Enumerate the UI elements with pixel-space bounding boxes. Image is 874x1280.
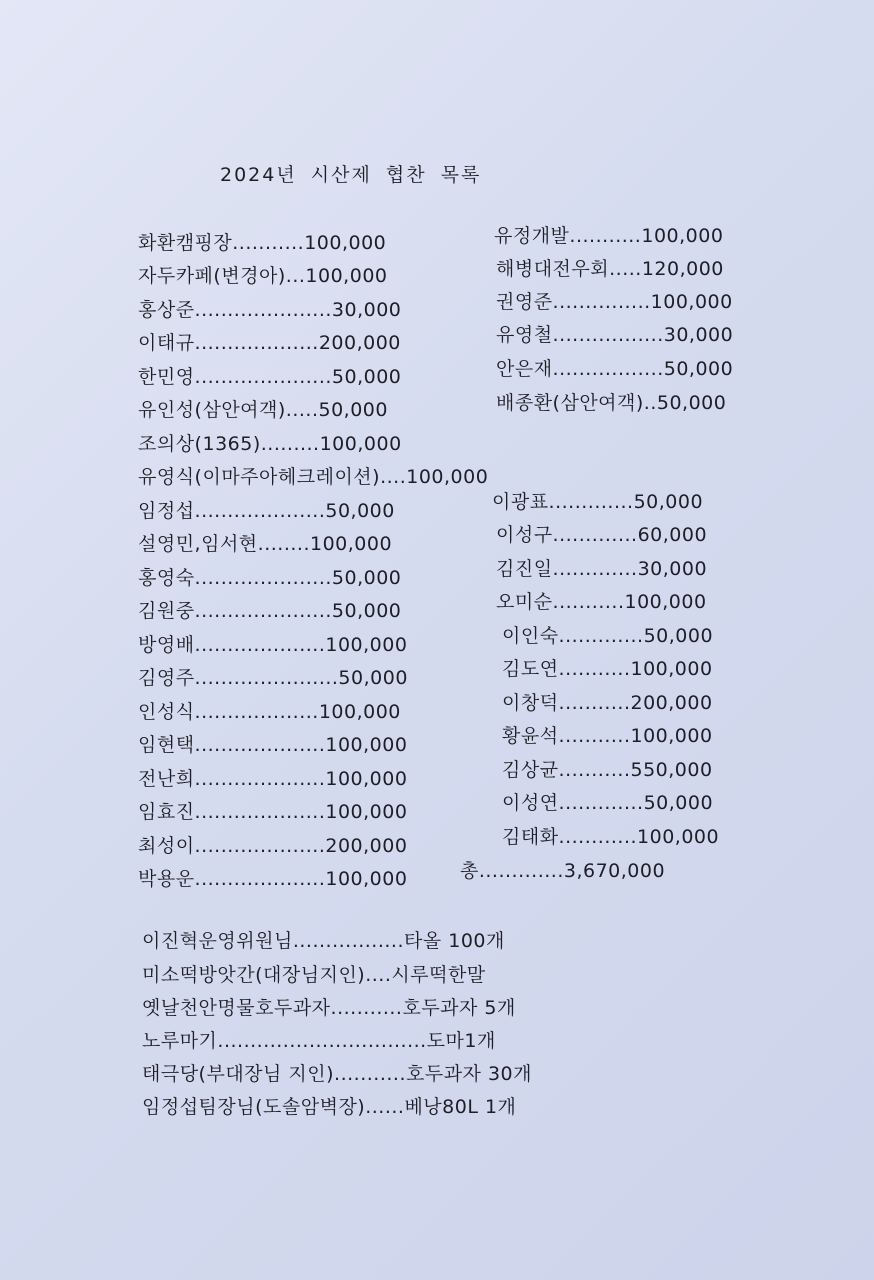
list-item: 이광표.............50,000 [492,491,704,513]
list-item: 김태화............100,000 [502,826,720,848]
list-item: 한민영.....................50,000 [138,366,402,388]
list-item: 설영민,임서현........100,000 [138,533,393,555]
list-item: 유인성(삼안여객).....50,000 [138,399,388,421]
list-item: 홍상준.....................30,000 [138,299,402,321]
list-item: 이인숙.............50,000 [502,625,714,647]
list-item: 자두카페(변경아)...100,000 [138,265,388,287]
list-item: 유영철.................30,000 [496,324,734,346]
list-item: 배종환(삼안여객)..50,000 [496,392,727,414]
list-item: 해병대전우회.....120,000 [496,258,724,280]
list-item: 이창덕...........200,000 [502,692,713,714]
list-item: 유영식(이마주아헤크레이션)....100,000 [138,466,489,488]
gift-item: 노루마기................................도마1개 [142,1030,496,1052]
list-item: 김상균...........550,000 [502,759,713,781]
list-item: 김진일.............30,000 [496,558,708,580]
list-item: 이성구.............60,000 [496,524,708,546]
list-item: 이태규...................200,000 [138,332,401,354]
gift-item: 태극당(부대장님 지인)...........호두과자 30개 [142,1063,532,1085]
gift-item: 임정섭팀장님(도솔암벽장)......베낭80L 1개 [142,1096,517,1118]
list-item: 조의상(1365).........100,000 [138,433,402,455]
list-item: 전난희....................100,000 [138,768,408,790]
list-item: 박용운....................100,000 [138,868,408,890]
list-item: 김영주......................50,000 [138,667,408,689]
gift-item: 미소떡방앗간(대장님지인)....시루떡한말 [142,964,486,986]
list-item: 오미순...........100,000 [496,591,707,613]
list-item: 김도연...........100,000 [502,658,713,680]
list-item: 황윤석...........100,000 [502,725,713,747]
list-item: 방영배....................100,000 [138,634,408,656]
list-item: 인성식...................100,000 [138,701,401,723]
gift-item: 옛날천안명물호두과자...........호두과자 5개 [142,997,516,1019]
list-item: 화환캠핑장...........100,000 [138,232,387,254]
list-item: 최성이....................200,000 [138,835,408,857]
total-amount: 총.............3,670,000 [460,860,666,882]
list-item: 임정섭....................50,000 [138,500,395,522]
list-item: 김원중.....................50,000 [138,600,402,622]
list-item: 권영준...............100,000 [496,291,733,313]
list-item: 안은재.................50,000 [496,358,734,380]
list-item: 임효진....................100,000 [138,801,408,823]
document-title: 2024년 시산제 협찬 목록 [220,164,482,186]
list-item: 이성연.............50,000 [502,792,714,814]
gift-item: 이진혁운영위원님.................타올 100개 [142,930,505,952]
list-item: 홍영숙.....................50,000 [138,567,402,589]
list-item: 유정개발...........100,000 [494,225,724,247]
list-item: 임현택....................100,000 [138,734,408,756]
